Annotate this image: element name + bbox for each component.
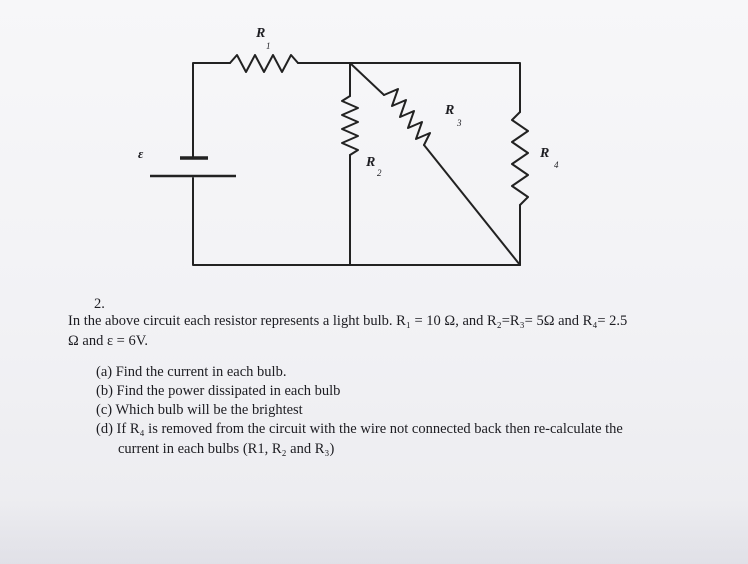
wire-top-left [193, 63, 230, 158]
label-r2: R [366, 155, 376, 170]
resistor-r2 [342, 96, 358, 155]
resistor-r1 [230, 55, 298, 72]
question-a: (a) Find the current in each bulb. [96, 364, 287, 380]
label-r4: R [540, 146, 550, 161]
question-d-continuation: current in each bulbs (R1, R₂ and R₃) [118, 441, 335, 457]
wire-diagonal [424, 145, 520, 265]
question-c: (c) Which bulb will be the brightest [96, 402, 303, 418]
question-b: (b) Find the power dissipated in each bulb [96, 383, 341, 399]
wire-bottom [193, 178, 520, 265]
label-r3: R [445, 103, 455, 118]
label-emf: ε [138, 146, 144, 161]
problem-statement-line2: Ω and ε = 6V. [68, 333, 148, 349]
question-d: (d) If R₄ is removed from the circuit with the wire not connected back then re-calculate the [96, 421, 623, 437]
problem-number: 2. [94, 296, 105, 312]
resistor-r4 [512, 112, 528, 205]
wire-r3-upper [350, 63, 384, 95]
label-r2-subscript: 2 [377, 168, 382, 178]
label-r1-subscript: 1 [266, 41, 271, 51]
resistor-r3 [384, 89, 430, 145]
label-r1: R [256, 26, 266, 41]
label-r4-subscript: 4 [554, 160, 559, 170]
problem-statement-line1: In the above circuit each resistor represents a light bulb. R₁ = 10 Ω, and R₂=R₃= 5Ω and R₄= 2.5 [68, 313, 628, 329]
label-r3-subscript: 3 [457, 118, 462, 128]
